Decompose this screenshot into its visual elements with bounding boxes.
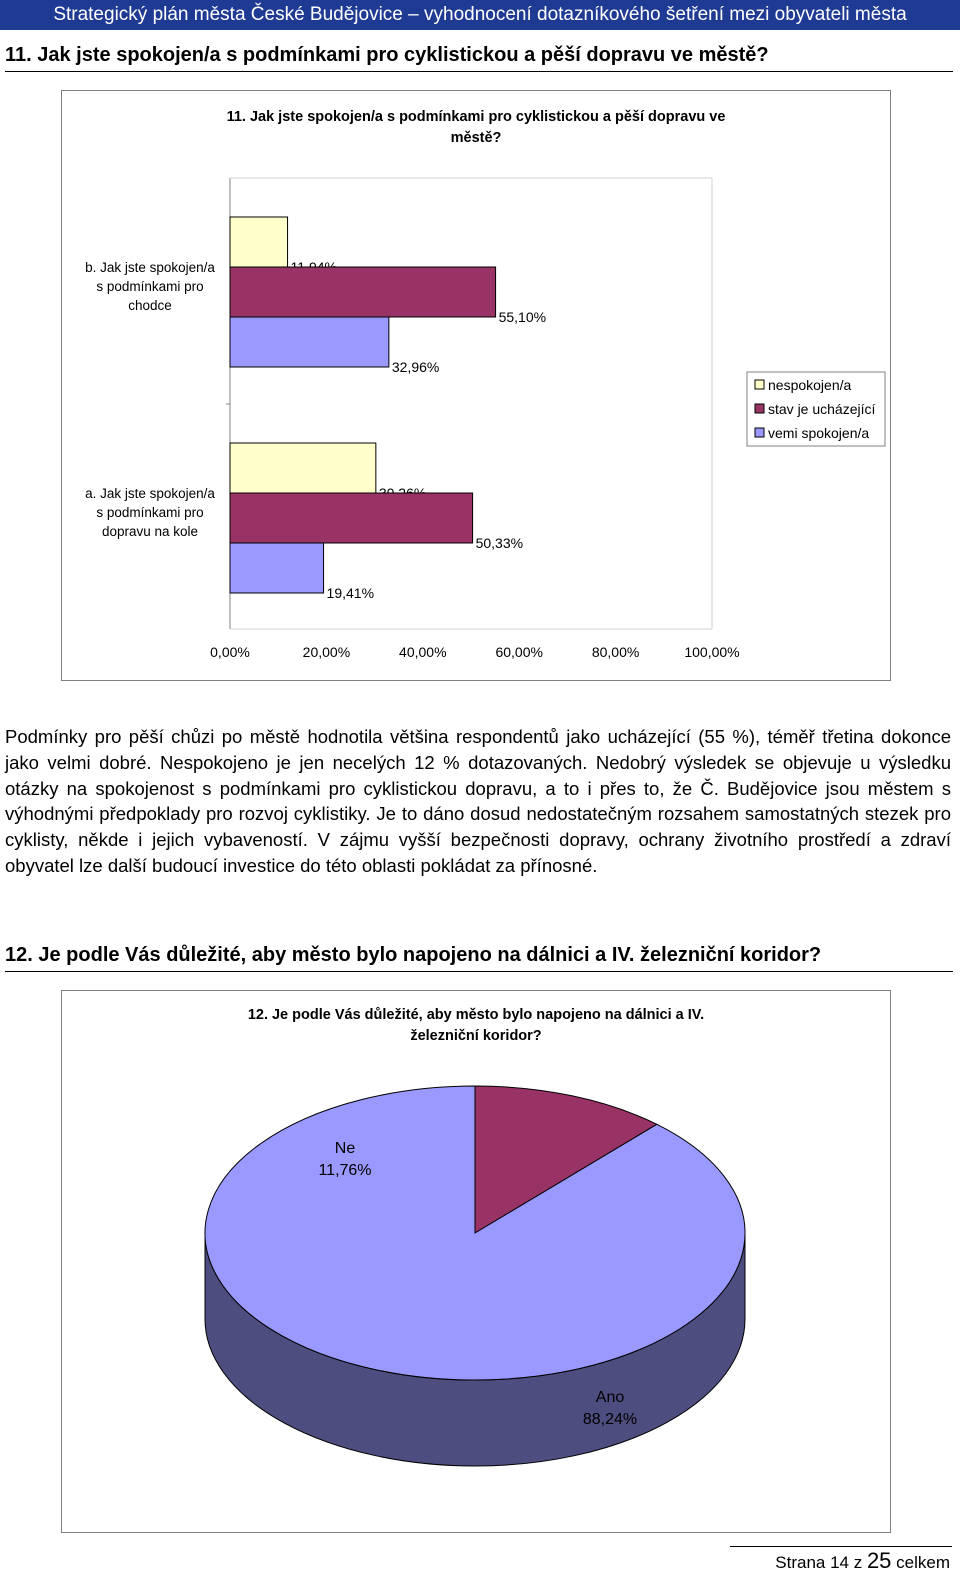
category-label: b. Jak jste spokojen/a	[85, 260, 215, 275]
x-tick-label: 0,00%	[210, 644, 250, 660]
section-11-paragraph: Podmínky pro pěší chůzi po městě hodnotila většina respondentů jako ucházející (55 %), téměř třetina dokonce jako velmi dobré. Nespokojeno je jen necelých 12 % dotazovaných. Nedobrý výsledek se objevuje u výsledku otázky na spokojenost s podmínkami pro cyklistickou dopravu, a to i přes to, že Č. Budějovice jsou městem s výhodnými předpoklady pro rozvoj cyklistiky. Je to dáno dosud nedostatečným rozsahem samostatných stezek pro cyklisty, někde i jejich vybaveností. V zájmu vyšší bezpečnosti dopravy, ochrany životního prostředí a zdraví obyvatel lze další budoucí investice do této oblasti pokládat za přínosné.	[5, 726, 951, 876]
category-label: s podmínkami pro	[96, 279, 204, 294]
category-label: s podmínkami pro	[96, 505, 204, 520]
pie-label-value: 88,24%	[582, 1411, 638, 1428]
pie-label-value: 11,76%	[318, 1162, 372, 1179]
page-footer	[775, 1548, 950, 1574]
x-tick-label: 60,00%	[495, 644, 543, 660]
category-label: a. Jak jste spokojen/a	[85, 486, 215, 501]
section-12-heading: 12. Je podle Vás důležité, aby město bylo napojeno na dálnici a IV. železniční koridor?	[5, 944, 953, 972]
footer-rule	[730, 1546, 952, 1547]
category-label: dopravu na kole	[101, 524, 199, 539]
bar-value-label: 19,41%	[326, 585, 375, 601]
section-11-heading: 11. Jak jste spokojen/a s podmínkami pro cyklistickou a pěší dopravu ve městě?	[5, 44, 953, 72]
pie-chart-title-line2: železniční koridor?	[410, 1028, 542, 1044]
legend-label: stav je ucházející	[768, 401, 876, 417]
legend-label: vemi spokojen/a	[768, 425, 870, 441]
bar-value-label: 50,33%	[475, 535, 524, 551]
x-tick-label: 80,00%	[591, 644, 640, 660]
footer-suffix: celkem	[891, 1553, 950, 1572]
pie-label-name: Ano	[595, 1389, 625, 1406]
x-tick-label: 20,00%	[302, 644, 351, 660]
bar-value-label: 32,96%	[391, 359, 440, 375]
bar-chart-title-line2: městě?	[450, 130, 502, 146]
x-tick-label: 100,00%	[684, 644, 740, 660]
bar-chart-title-line1: 11. Jak jste spokojen/a s podmínkami pro cyklistickou a pěší dopravu ve	[226, 109, 726, 125]
pie-label-name: Ne	[334, 1140, 356, 1157]
legend-label: nespokojen/a	[768, 377, 852, 393]
document-header: Strategický plán města České Budějovice – vyhodnocení dotazníkového šetření mezi obyvateli města	[0, 0, 960, 30]
footer-prefix: Strana 14 z	[775, 1553, 867, 1572]
pie-chart-title-line1: 12. Je podle Vás důležité, aby město bylo napojeno na dálnici a IV.	[247, 1007, 705, 1023]
x-tick-label: 40,00%	[399, 644, 447, 660]
category-label: chodce	[128, 298, 172, 313]
pie-slice	[205, 1086, 745, 1380]
footer-total: 25	[866, 1548, 892, 1573]
bar-value-label: 55,10%	[498, 309, 547, 325]
